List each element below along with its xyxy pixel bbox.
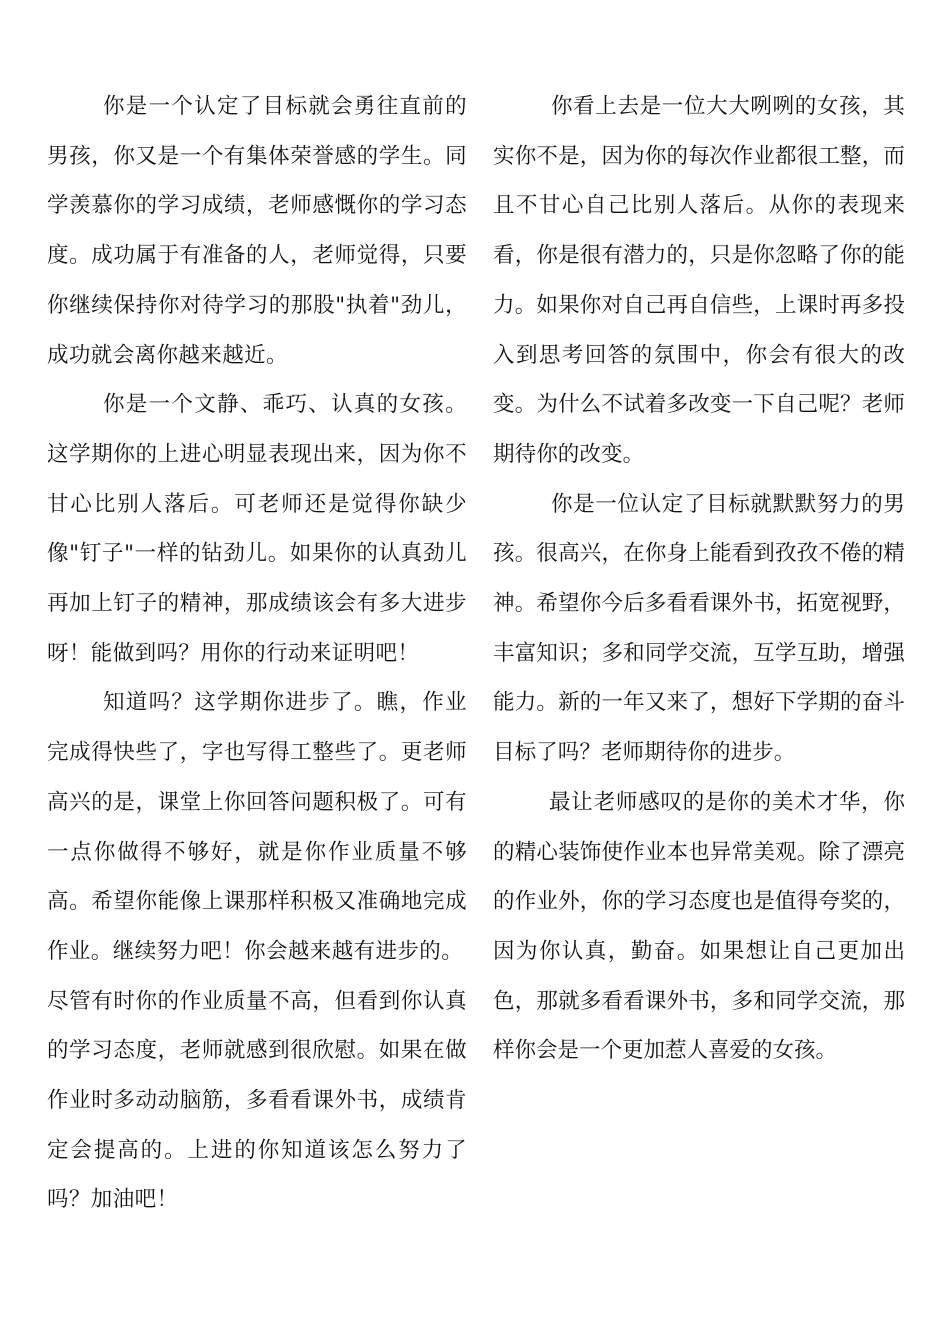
comment-paragraph: 你是一个认定了目标就会勇往直前的男孩，你又是一个有集体荣誉感的学生。同学羡慕你的学习成绩，老师感慨你的学习态度。成功属于有准备的人，老师觉得，只要你继续保持你对待学习的那股"执着"劲儿，成功就会离你越来越近。 bbox=[47, 94, 467, 368]
comment-paragraph: 尽管有时你的作业质量不高，但看到你认真的学习态度，老师就感到很欣慰。如果在做作业时多动动脑筋，多看看课外书，成绩肯定会提高的。上进的你知道该怎么努力了吗？加油吧！ bbox=[47, 988, 467, 1213]
right-column bbox=[493, 82, 905, 1076]
comment-paragraph: 知道吗？这学期你进步了。瞧，作业完成得快些了，字也写得工整些了。更老师高兴的是，课堂上你回答问题积极了。可有一点你做得不够好，就是你作业质量不够高。希望你能像上课那样积极又准确地完成作业。继续努力吧！你会越来越有进步的。 bbox=[47, 690, 467, 964]
comment-paragraph: 最让老师感叹的是你的美术才华，你的精心装饰使作业本也异常美观。除了漂亮的作业外，你的学习态度也是值得夸奖的，因为你认真，勤奋。如果想让自己更加出色，那就多看看课外书，多和同学交流，那样你会是一个更加惹人喜爱的女孩。 bbox=[493, 789, 905, 1064]
comment-paragraph: 你是一个文静、乖巧、认真的女孩。这学期你的上进心明显表现出来，因为你不甘心比别人落后。可老师还是觉得你缺少像"钉子"一样的钻劲儿。如果你的认真劲儿再加上钉子的精神，那成绩该会有多大进步呀！能做到吗？用你的行动来证明吧！ bbox=[47, 392, 467, 666]
comment-paragraph: 你是一位认定了目标就默默努力的男孩。很高兴，在你身上能看到孜孜不倦的精神。希望你今后多看看课外书，拓宽视野，丰富知识；多和同学交流，互学互助，增强能力。新的一年又来了，想好下学期的奋斗目标了吗？老师期待你的进步。 bbox=[493, 491, 905, 766]
comment-paragraph: 你看上去是一位大大咧咧的女孩，其实你不是，因为你的每次作业都很工整，而且不甘心自己比别人落后。从你的表现来看，你是很有潜力的，只是你忽略了你的能力。如果你对自己再自信些，上课时再多投入到思考回答的氛围中，你会有很大的改变。为什么不试着多改变一下自己呢？老师期待你的改变。 bbox=[493, 94, 905, 467]
left-column bbox=[47, 82, 467, 1225]
